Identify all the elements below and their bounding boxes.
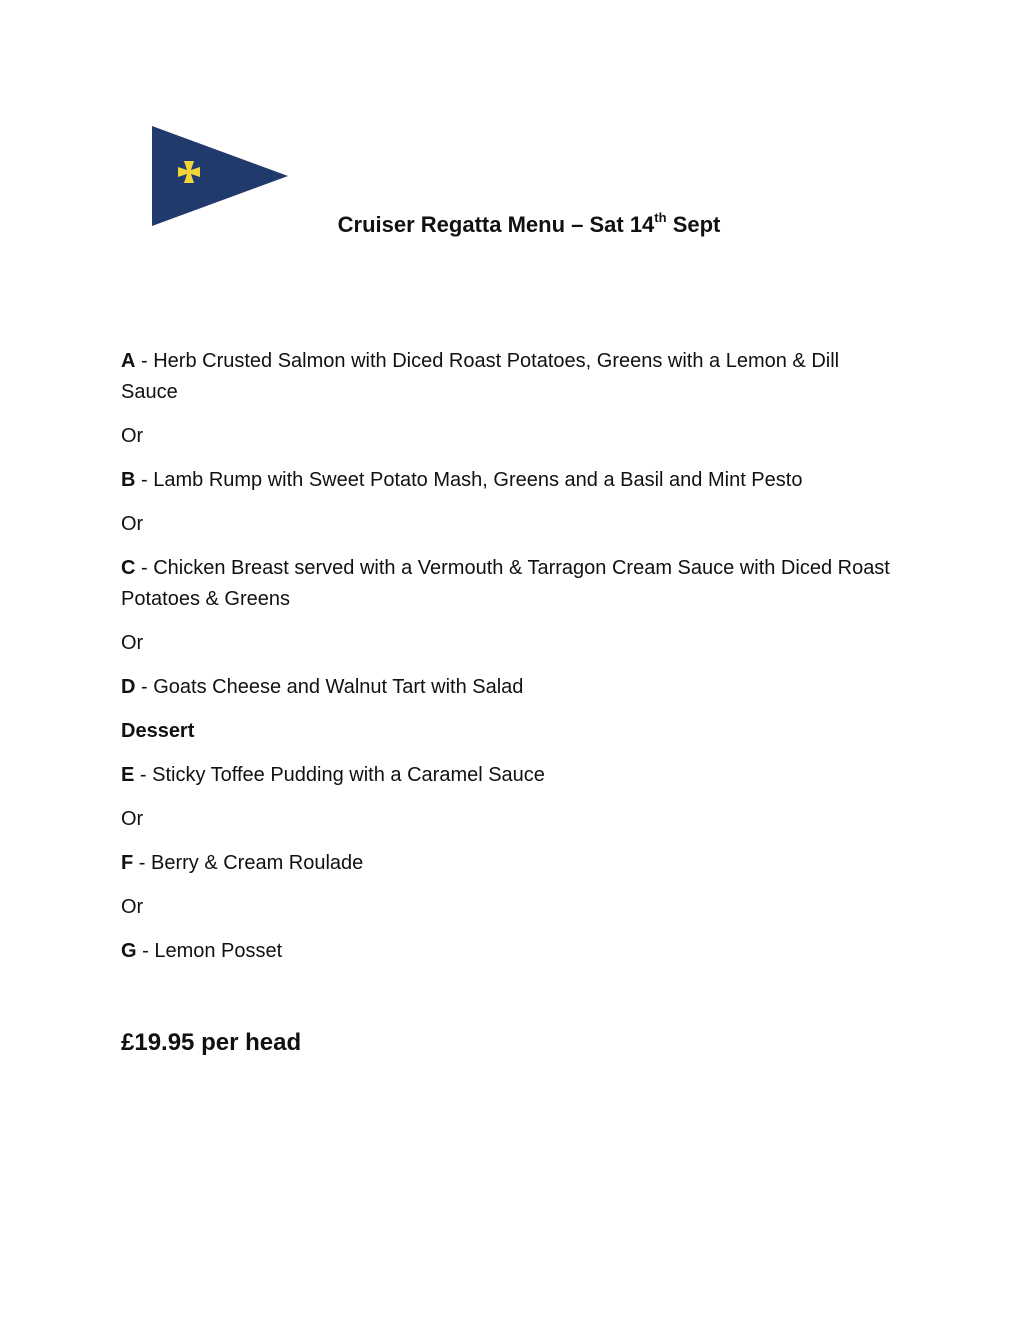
menu-item-e [121, 760, 901, 791]
title-main: Cruiser Regatta Menu – Sat 14 [337, 212, 655, 237]
menu-item-text: - Lamb Rump with Sweet Potato Mash, Greens and a Basil and Mint Pesto [135, 469, 803, 491]
menu-item-letter: F [121, 852, 134, 874]
menu-item-letter: G [121, 940, 137, 962]
menu-item-letter: E [121, 764, 135, 786]
page-title [0, 210, 1024, 240]
menu-item-letter: D [121, 676, 136, 698]
or-separator: Or [121, 425, 144, 447]
dessert-heading: Dessert [121, 720, 195, 742]
menu-item-letter: A [121, 350, 136, 372]
menu-item-g [121, 936, 901, 967]
menu-item-text: - Chicken Breast served with a Vermouth & Tarragon Cream Sauce with Diced Roast Potatoes & Greens [121, 557, 890, 610]
menu-item-c [121, 553, 901, 615]
or-separator: Or [121, 896, 144, 918]
or-separator: Or [121, 513, 144, 535]
menu-item-text: - Sticky Toffee Pudding with a Caramel Sauce [134, 764, 545, 786]
or-separator: Or [121, 632, 144, 654]
menu-item-letter: B [121, 469, 136, 491]
or-separator: Or [121, 808, 144, 830]
title-end: Sept [666, 212, 721, 237]
menu-item-b [121, 465, 901, 496]
menu-item-text: - Goats Cheese and Walnut Tart with Salad [135, 676, 524, 698]
price-per-head: £19.95 per head [121, 1029, 302, 1056]
menu-list [121, 346, 901, 980]
menu-item-d [121, 672, 901, 703]
menu-item-text: - Herb Crusted Salmon with Diced Roast Potatoes, Greens with a Lemon & Dill Sauce [121, 350, 840, 403]
menu-item-text: - Lemon Posset [136, 940, 283, 962]
title-superscript: th [654, 209, 667, 225]
menu-item-letter: C [121, 557, 136, 579]
menu-item-a [121, 346, 901, 408]
menu-item-text: - Berry & Cream Roulade [133, 852, 364, 874]
menu-item-f [121, 848, 901, 879]
